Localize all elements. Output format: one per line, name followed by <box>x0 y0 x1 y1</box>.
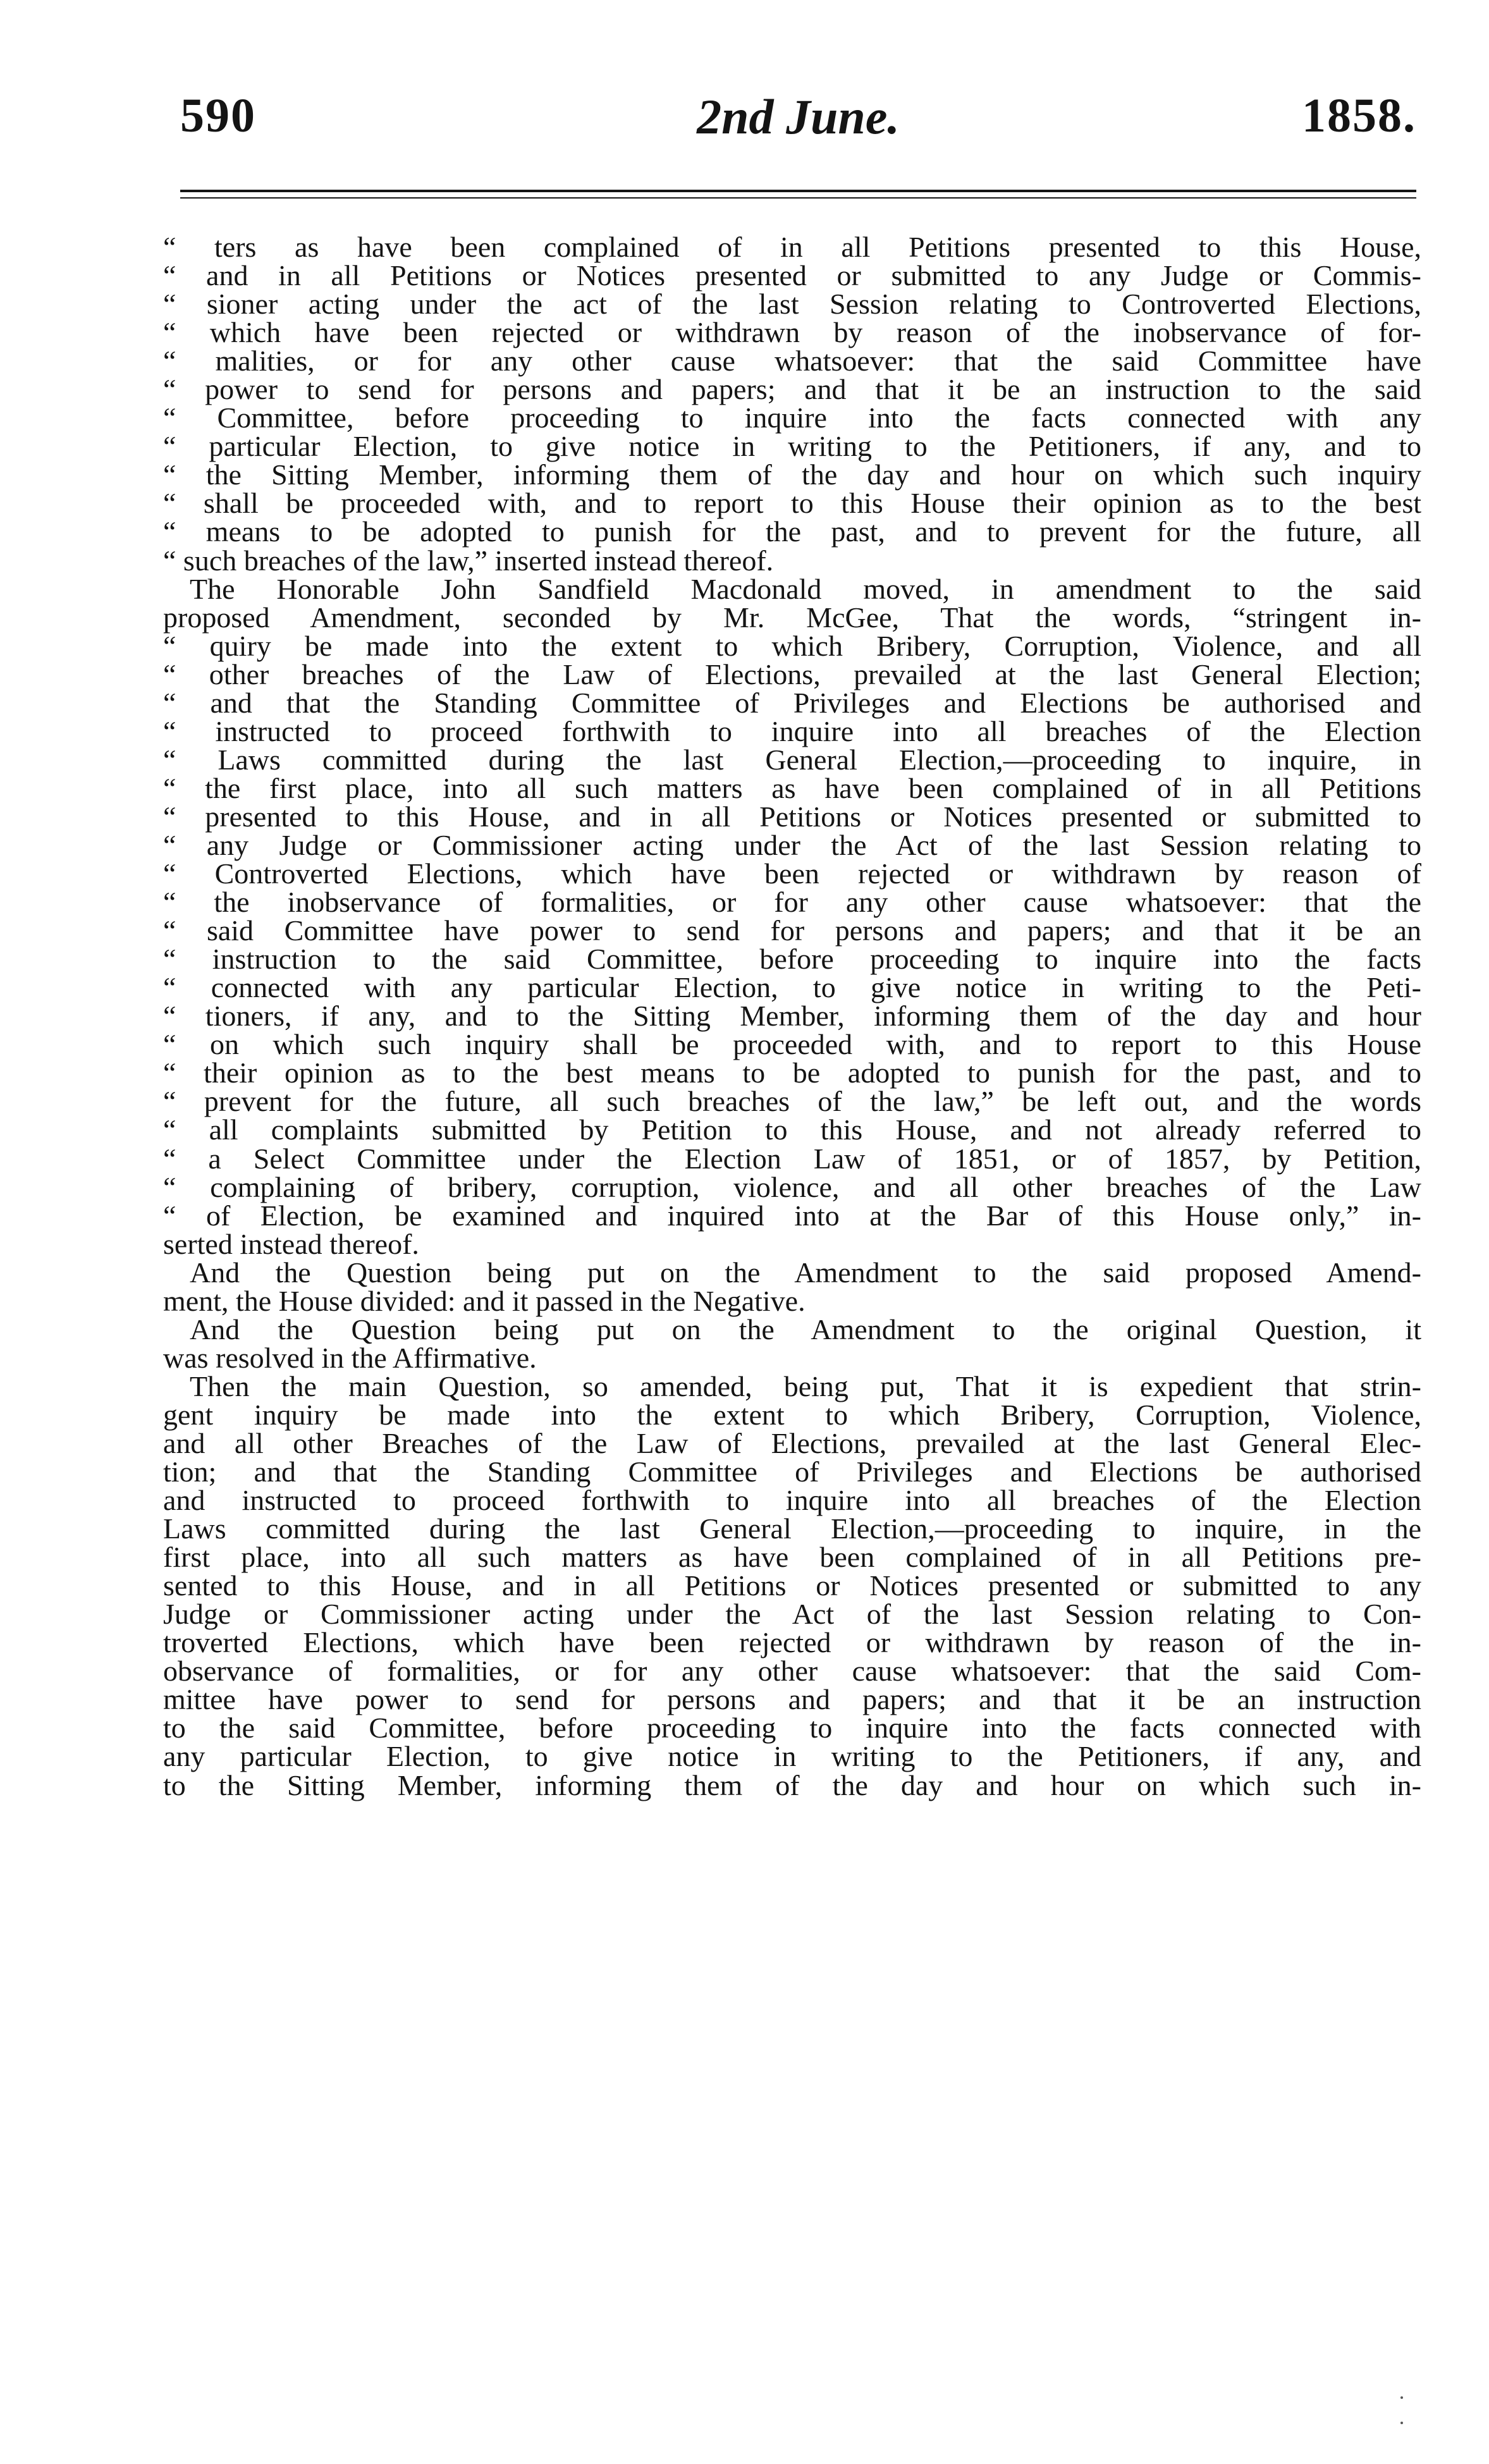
text-line: “ malities, or for any other cause whatsoever: that the said Committee have <box>163 345 1421 377</box>
text-line: “ instructed to proceed forthwith to inquire into all breaches of the Election <box>163 714 1421 747</box>
text-line: “ Controverted Elections, which have been rejected or withdrawn by reason of <box>163 857 1421 890</box>
text-line: ment, the House divided: and it passed in the Negative. <box>163 1284 806 1317</box>
text-line: “ all complaints submitted by Petition to this House, and not already referred to <box>163 1113 1421 1146</box>
text-line: “ sioner acting under the act of the last Session relating to Controverted Elections, <box>163 288 1421 321</box>
text-line: to the Sitting Member, informing them of the day and hour on which such in- <box>163 1768 1421 1801</box>
text-line: “ on which such inquiry shall be proceeded with, and to report to this House <box>163 1028 1421 1061</box>
text-line: “ Laws committed during the last General Election,—proceeding to inquire, in <box>163 743 1421 776</box>
text-line: The Honorable John Sandfield Macdonald moved, in amendment to the said <box>190 572 1421 605</box>
text-line: “ ters as have been complained of in all Petitions presented to this House, <box>163 231 1421 263</box>
text-line: And the Question being put on the Amendment to the said proposed Amend- <box>190 1256 1421 1289</box>
text-line: to the said Committee, before proceeding to inquire into the facts connected with <box>163 1712 1421 1744</box>
text-line: “ any Judge or Commissioner acting under the Act of the last Session relating to <box>163 828 1421 861</box>
text-line: Then the main Question, so amended, being put, That it is expedient that strin- <box>190 1370 1421 1402</box>
text-line: “ the Sitting Member, informing them of the day and hour on which such inquiry <box>163 458 1421 491</box>
text-line: “ the first place, into all such matters as have been complained of in all Petitions <box>163 771 1421 804</box>
text-line: mittee have power to send for persons and papers; and that it be an instruction <box>163 1683 1421 1716</box>
text-line: “ connected with any particular Election, to give notice in writing to the Peti- <box>163 971 1421 1004</box>
text-line: “ means to be adopted to punish for the past, and to prevent for the future, all <box>163 515 1421 548</box>
text-line: Judge or Commissioner acting under the Act of the last Session relating to Con- <box>163 1598 1421 1631</box>
text-line: “ such breaches of the law,” inserted instead thereof. <box>163 544 774 577</box>
page-header <box>180 89 1416 158</box>
print-speck <box>1400 2422 1403 2424</box>
text-line: “ instruction to the said Committee, before proceeding to inquire into the facts <box>163 943 1421 976</box>
header-rule-thin <box>180 197 1416 199</box>
text-line: serted instead thereof. <box>163 1227 419 1260</box>
text-line: “ a Select Committee under the Election Law of 1851, or of 1857, by Petition, <box>163 1142 1421 1175</box>
text-line: and instructed to proceed forthwith to inquire into all breaches of the Election <box>163 1484 1421 1517</box>
text-line: “ shall be proceeded with, and to report to this House their opinion as to the best <box>163 487 1421 520</box>
text-line: tion; and that the Standing Committee of Privileges and Elections be authorised <box>163 1456 1421 1488</box>
print-speck <box>1400 2396 1403 2399</box>
text-line: “ tioners, if any, and to the Sitting Member, informing them of the day and hour <box>163 1000 1421 1033</box>
text-line: “ particular Election, to give notice in writing to the Petitioners, if any, and to <box>163 430 1421 463</box>
text-line: And the Question being put on the Amendment to the original Question, it <box>190 1313 1421 1345</box>
text-line: gent inquiry be made into the extent to which Bribery, Corruption, Violence, <box>163 1398 1421 1431</box>
text-line: “ complaining of bribery, corruption, violence, and all other breaches of the Law <box>163 1170 1421 1203</box>
header-year: 1858. <box>1302 89 1416 142</box>
text-line: “ quiry be made into the extent to which Bribery, Corruption, Violence, and all <box>163 629 1421 662</box>
text-line: was resolved in the Affirmative. <box>163 1341 537 1374</box>
text-line: “ their opinion as to the best means to be adopted to punish for the past, and to <box>163 1057 1421 1089</box>
text-line: any particular Election, to give notice in writing to the Petitioners, if any, and <box>163 1740 1421 1773</box>
text-line: “ of Election, be examined and inquired into at the Bar of this House only,” in- <box>163 1199 1421 1232</box>
text-line: “ and in all Petitions or Notices presented or submitted to any Judge or Commis- <box>163 259 1421 292</box>
text-line: “ prevent for the future, all such breaches of the law,” be left out, and the words <box>163 1085 1421 1118</box>
text-line: “ presented to this House, and in all Petitions or Notices presented or submitted to <box>163 800 1421 833</box>
text-line: “ other breaches of the Law of Elections, prevailed at the last General Election; <box>163 658 1421 690</box>
text-line: “ which have been rejected or withdrawn by reason of the inobservance of for- <box>163 316 1421 349</box>
text-line: “ the inobservance of formalities, or for any other cause whatsoever: that the <box>163 886 1421 919</box>
text-line: “ said Committee have power to send for persons and papers; and that it be an <box>163 914 1421 947</box>
text-line: “ power to send for persons and papers; and that it be an instruction to the said <box>163 373 1421 406</box>
text-line: and all other Breaches of the Law of Elections, prevailed at the last General Elec- <box>163 1426 1421 1459</box>
running-title: 2nd June. <box>697 89 900 144</box>
text-line: first place, into all such matters as have been complained of in all Petitions pre- <box>163 1541 1421 1574</box>
header-rule-thick <box>180 190 1416 192</box>
journal-body-text <box>163 233 1421 1799</box>
text-line: sented to this House, and in all Petitions or Notices presented or submitted to any <box>163 1569 1421 1602</box>
text-line: “ and that the Standing Committee of Privileges and Elections be authorised and <box>163 686 1421 719</box>
text-line: Laws committed during the last General Election,—proceeding to inquire, in the <box>163 1512 1421 1545</box>
text-line: observance of formalities, or for any other cause whatsoever: that the said Com- <box>163 1655 1421 1688</box>
text-line: “ Committee, before proceeding to inquire into the facts connected with any <box>163 401 1421 434</box>
page-number: 590 <box>180 89 256 142</box>
text-line: troverted Elections, which have been rejected or withdrawn by reason of the in- <box>163 1626 1421 1659</box>
text-line: proposed Amendment, seconded by Mr. McGee, That the words, “stringent in- <box>163 601 1421 634</box>
